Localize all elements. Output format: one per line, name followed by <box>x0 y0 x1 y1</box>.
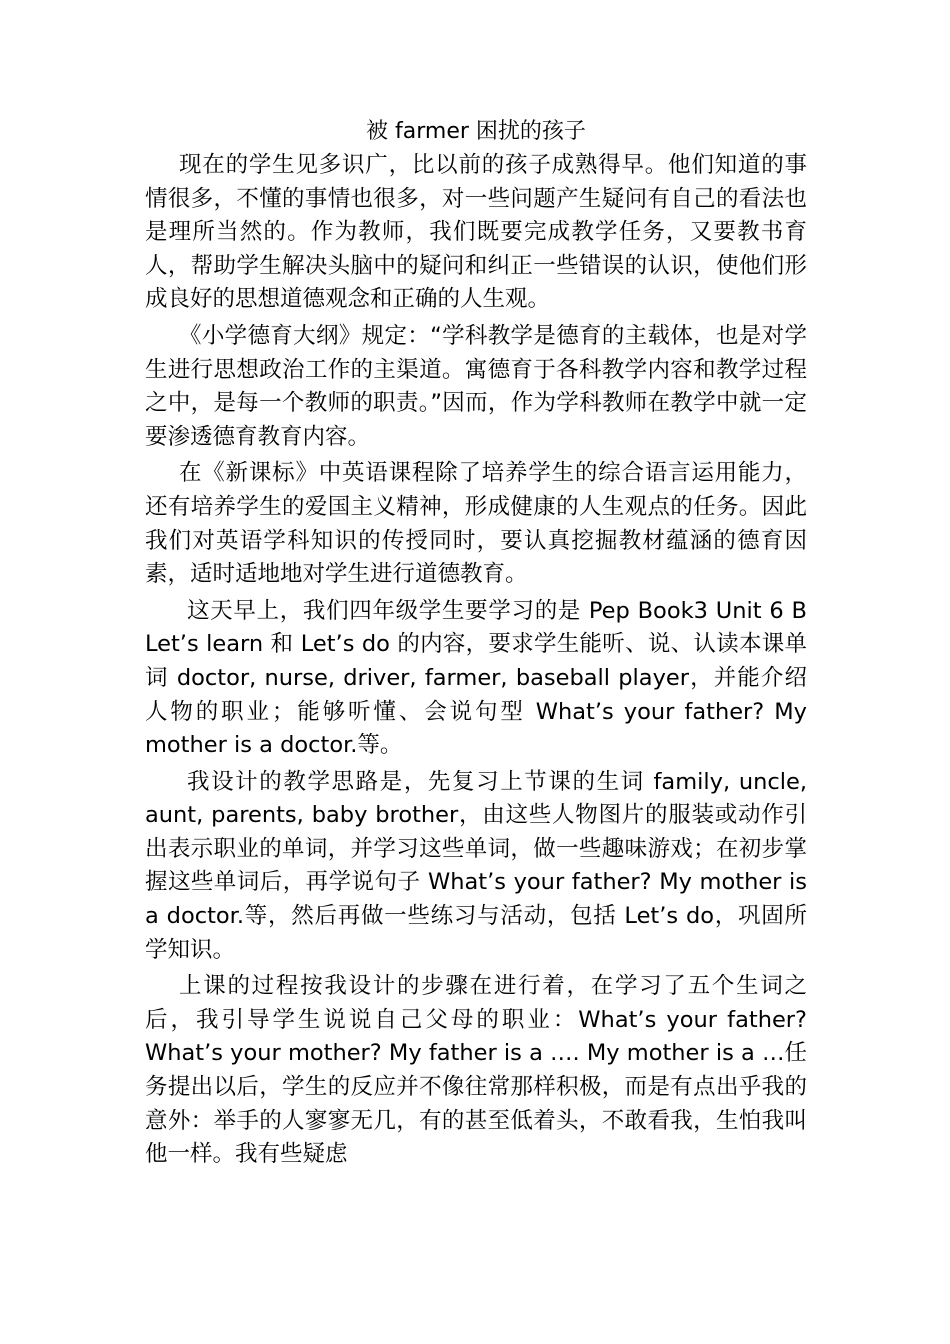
paragraph-intro: 现在的学生见多识广，比以前的孩子成熟得早。他们知道的事情很多，不懂的事情也很多，对一些问题产生疑问有自己的看法也是理所当然的。作为教师，我们既要完成教学任务，又要教书育人，帮助学生解决头脑中的疑问和纠正一些错误的认识，使他们形成良好的思想道德观念和正确的人生观。 <box>145 152 807 313</box>
paragraph-teaching-plan: 我设计的教学思路是，先复习上节课的生词 family, uncle, aunt, parents, baby brother，由这些人物图片的服装或动作引出表示职业的单词，并学习这些单词，做一些趣味游戏；在初步掌握这些单词后，再学说句子 What’s your father? My mother is a doctor.等，然后再做一些练习与活动，包括 Let’s do，巩固所学知识。 <box>145 768 807 963</box>
paragraph-moral-outline: 《小学德育大纲》规定：“学科教学是德育的主载体，也是对学生进行思想政治工作的主渠道。寓德育于各科教学内容和教学过程之中，是每一个教师的职责。”因而，作为学科教师在教学中就一定要渗透德育教育内容。 <box>145 322 807 450</box>
document-page <box>145 115 807 1175</box>
document-title: 被 farmer 困扰的孩子 <box>366 119 586 144</box>
paragraph-class-process: 上课的过程按我设计的步骤在进行着，在学习了五个生词之后，我引导学生说说自己父母的职业：What’s your father? What’s your mother? My father is a …. My mother is a …任务提出以后，学生的反应并不像往常那样积极，而是有点出乎我的意外：举手的人寥寥无几，有的甚至低着头，不敢看我，生怕我叫他一样。我有些疑虑 <box>145 973 807 1168</box>
paragraph-new-curriculum: 在《新课标》中英语课程除了培养学生的综合语言运用能力，还有培养学生的爱国主义精神，形成健康的人生观点的任务。因此我们对英语学科知识的传授同时，要认真挖掘教材蕴涵的德育因素，适时适地地对学生进行道德教育。 <box>145 460 807 588</box>
paragraph-lesson-content: 这天早上，我们四年级学生要学习的是 Pep Book3 Unit 6 B Let’s learn 和 Let’s do 的内容，要求学生能听、说、认读本课单词 doctor, nurse, driver, farmer, baseball player，并能介绍人物的职业；能够听懂、会说句型 What’s your father? My mother is a doctor.等。 <box>145 597 807 759</box>
